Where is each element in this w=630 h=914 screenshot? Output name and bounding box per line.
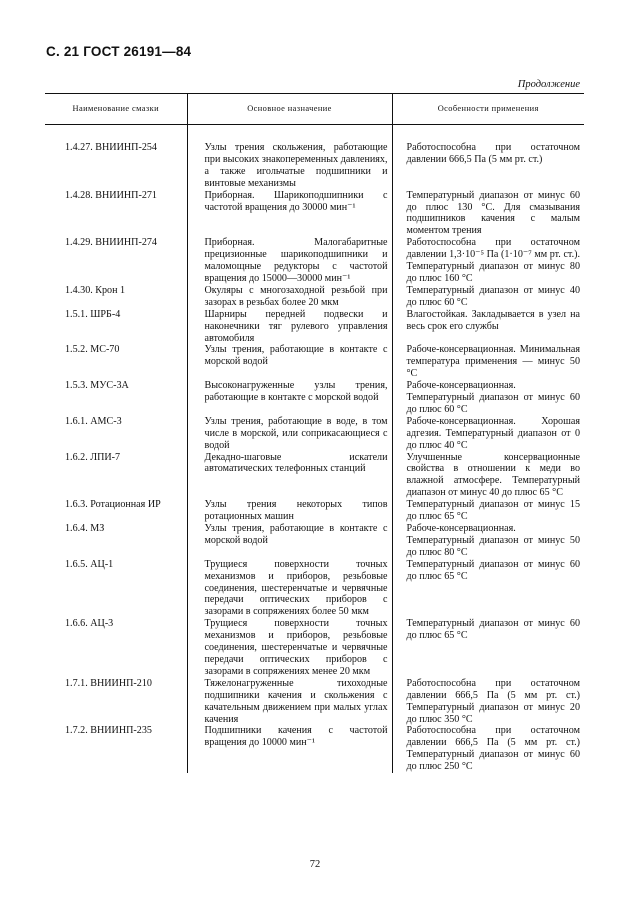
table-row xyxy=(45,285,584,309)
lubricant-name: 1.6.6. АЦ-3 xyxy=(65,618,114,630)
lubricant-features: Рабоче-консервационная. Температурный диапазон от минус 60 до плюс 60 °С xyxy=(392,380,584,416)
lubricant-name: 1.6.5. АЦ-1 xyxy=(65,558,114,570)
lubricant-features: Работоспособна при остаточном давлении 666,5 Па (5 мм рт. ст.) Температурный диапазон от минус 60 до плюс 250 °С xyxy=(392,725,584,773)
table-row xyxy=(45,678,584,726)
lubricant-name: 1.7.2. ВНИИНП-235 xyxy=(65,725,152,737)
table-row xyxy=(45,125,584,190)
lubricant-purpose: Подшипники качения с частотой вращения до 10000 мин⁻¹ xyxy=(187,725,392,773)
lubricant-features: Температурный диапазон от минус 60 до плюс 65 °С xyxy=(392,618,584,678)
lubricant-features: Температурный диапазон от минус 40 до плюс 60 °С xyxy=(392,285,584,309)
lubricant-name: 1.4.29. ВНИИНП-274 xyxy=(65,237,157,249)
page-number: 72 xyxy=(309,859,321,870)
page-header: С. 21 ГОСТ 26191—84 xyxy=(46,44,192,59)
lubricant-features: Рабоче-консервационная. Температурный диапазон от минус 50 до плюс 80 °С xyxy=(392,523,584,559)
lubricant-purpose: Трущиеся поверхности точных механизмов и приборов, резьбовые соединения, шестеренчатые и червячные передачи оптических приборов с зазорами в сопряжениях менее 20 мкм xyxy=(187,618,392,678)
table-row xyxy=(45,380,584,416)
lubricant-name: 1.7.1. ВНИИНП-210 xyxy=(65,677,152,689)
table-row xyxy=(45,190,584,238)
lubricant-name: 1.5.3. МУС-3А xyxy=(65,380,129,392)
lubricant-features: Рабоче-консервационная. Минимальная температура применения — минус 50 °С xyxy=(392,344,584,380)
table-row xyxy=(45,725,584,773)
lubricant-name: 1.6.1. АМС-3 xyxy=(65,415,122,427)
lubricant-name: 1.6.4. МЗ xyxy=(65,523,105,534)
lubricant-name: 1.5.1. ШРБ-4 xyxy=(65,308,121,320)
table-header-row xyxy=(45,94,584,125)
lubricant-name: 1.4.28. ВНИИНП-271 xyxy=(65,189,157,201)
lubricant-purpose: Узлы трения, работающие в контакте с морской водой xyxy=(187,523,392,559)
lubricant-purpose: Приборная. Малогабаритные прецизионные шарикоподшипники и маломощные редукторы с частотой вращения до 15000—30000 мин⁻¹ xyxy=(187,237,392,285)
lubricant-name: 1.6.2. ЛПИ-7 xyxy=(65,451,121,463)
continuation-label: Продолжение xyxy=(517,79,580,90)
lubricant-purpose: Узлы трения, работающие в воде, в том числе в морской, или соприкасающиеся с водой xyxy=(187,416,392,452)
table-row xyxy=(45,559,584,619)
lubricant-purpose: Узлы трения, работающие в контакте с морской водой xyxy=(187,344,392,380)
lubricant-purpose: Высоконагруженные узлы трения, работающие в контакте с морской водой xyxy=(187,380,392,416)
table-row xyxy=(45,499,584,523)
table-row xyxy=(45,618,584,678)
table-row xyxy=(45,416,584,452)
lubricant-purpose: Трущиеся поверхности точных механизмов и приборов, резьбовые соединения, шестеренчатые и червячные передачи оптических приборов с зазорами в сопряжениях более 50 мкм xyxy=(187,559,392,619)
column-header-name: Наименование смазки xyxy=(45,94,187,125)
column-header-purpose: Основное назначение xyxy=(187,94,392,125)
lubricant-purpose: Окуляры с многозаходной резьбой при зазорах в резьбах более 20 мкм xyxy=(187,285,392,309)
table-row xyxy=(45,523,584,559)
lubricant-purpose: Декадно-шаговые искатели автоматических телефонных станций xyxy=(187,452,392,500)
lubricant-purpose: Приборная. Шарикоподшипники с частотой вращения до 30000 мин⁻¹ xyxy=(187,190,392,238)
lubricant-features: Температурный диапазон от минус 60 до плюс 130 °С. Для смазывания подшипников качения с малым моментом трения xyxy=(392,190,584,238)
lubricant-features: Рабоче-консервационная. Хорошая адгезия. Температурный диапазон от 0 до плюс 40 °С xyxy=(392,416,584,452)
lubricants-table xyxy=(45,93,584,773)
lubricant-features: Работоспособна при остаточном давлении 666,5 Па (5 мм рт. ст.) Температурный диапазон от минус 20 до плюс 350 °С xyxy=(392,678,584,726)
lubricant-features: Температурный диапазон от минус 15 до плюс 65 °С xyxy=(392,499,584,523)
lubricant-purpose: Тяжелонагруженные тихоходные подшипники качения и скольжения с качательным движением при малых углах качения xyxy=(187,678,392,726)
table-row xyxy=(45,309,584,345)
lubricant-name: 1.5.2. МС-70 xyxy=(65,344,120,356)
lubricant-features: Работоспособна при остаточном давлении 1,3·10⁻⁵ Па (1·10⁻⁷ мм рт. ст.). Температурный диапазон от минус 80 до плюс 160 °С xyxy=(392,237,584,285)
lubricant-name: 1.4.30. Крон 1 xyxy=(65,284,126,296)
lubricant-features: Улучшенные консервационные свойства в отношении к меди во влажной атмосфере. Температурный диапазон от минус 40 до плюс 65 °С xyxy=(392,452,584,500)
lubricant-name: 1.6.3. Ротационная ИР xyxy=(65,499,161,511)
table-row xyxy=(45,237,584,285)
column-header-features: Особенности применения xyxy=(392,94,584,125)
table-row xyxy=(45,344,584,380)
lubricant-features: Влагостойкая. Закладывается в узел на весь срок его службы xyxy=(392,309,584,345)
lubricant-features: Работоспособна при остаточном давлении 666,5 Па (5 мм рт. ст.) xyxy=(392,125,584,190)
lubricant-purpose: Шарниры передней подвески и наконечники тяг рулевого управления автомобиля xyxy=(187,309,392,345)
lubricant-name: 1.4.27. ВНИИНП-254 xyxy=(65,142,157,153)
lubricant-purpose: Узлы трения скольжения, работающие при высоких знакопеременных давлениях, а также игольчатые подшипники и винтовые механизмы xyxy=(187,125,392,190)
lubricant-purpose: Узлы трения некоторых типов ротационных машин xyxy=(187,499,392,523)
table-row xyxy=(45,452,584,500)
lubricant-features: Температурный диапазон от минус 60 до плюс 65 °С xyxy=(392,559,584,619)
